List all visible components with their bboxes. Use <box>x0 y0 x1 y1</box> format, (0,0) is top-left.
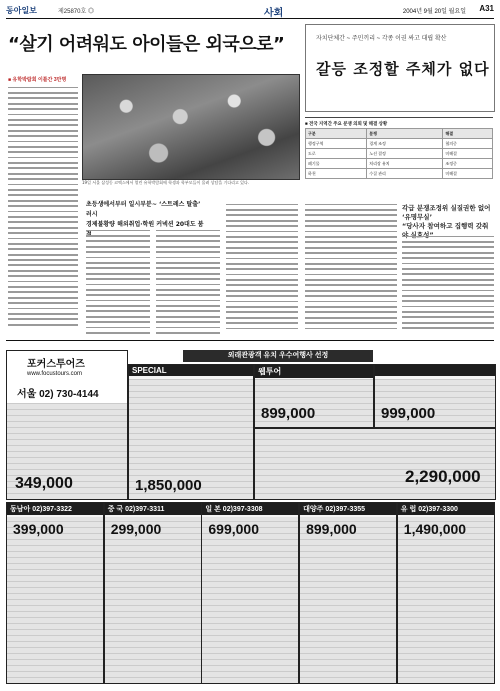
regional-ad-header: 유 럽 02)397-3300 <box>398 503 494 515</box>
ad-banner: 외래관광객 유치 우수여행사 선정 <box>183 350 373 362</box>
ad-europe-package <box>254 428 496 500</box>
sidebar-table-cell: 구분 <box>306 129 367 139</box>
section-title: 사회 <box>264 8 284 19</box>
sidebar-body-column-1 <box>305 200 397 336</box>
ad-middle-package <box>128 364 254 500</box>
regional-ad-header: 중 국 02)397-3311 <box>105 503 201 515</box>
regional-ad-4 <box>397 502 495 684</box>
sidebar-table-row <box>306 169 493 179</box>
sidebar-table-row <box>306 139 493 149</box>
regional-ad-price: 899,000 <box>306 521 357 537</box>
regional-ad-price: 699,000 <box>208 521 259 537</box>
ad-webtour-header: 웹투어 <box>255 365 373 378</box>
sidebar-table-cell: 협의중 <box>443 139 493 149</box>
sidebar-table-cell: 폐기물 <box>306 159 367 169</box>
ad-webtour-1 <box>254 364 374 428</box>
issue-date: 2004년 9월 20일 월요일 <box>402 9 466 15</box>
ad-webtour-price-2: 999,000 <box>381 405 436 422</box>
ad-focustours <box>6 350 128 500</box>
ad-webtour-price-1: 899,000 <box>261 405 316 422</box>
sidebar-table-cell: 하천 <box>306 169 367 179</box>
sidebar-subtitle: 자치단체간 ~ 주민끼리 ~ 각종 이권 싸고 대립 확산 <box>316 36 447 42</box>
ad-divider <box>6 340 494 341</box>
ad-webtour-2 <box>374 364 496 428</box>
focustours-url: www.focustours.com <box>27 371 83 377</box>
photo-caption: 19일 서울 삼성동 코엑스에서 열린 유학박람회에 학생과 학부모들이 몰려 상담을 기다리고 있다. <box>82 180 250 185</box>
ad-europe-price: 2,290,000 <box>405 467 481 486</box>
article-subhead: 초등생에서부터 일시부분~ ‘스트레스 탈출’ 러시 경제불황량 해외취업·학원 커넥션 20대도 붐 <box>86 201 204 228</box>
body-column-3 <box>156 226 220 336</box>
sidebar-table-cell: 처리장 유치 <box>367 159 443 169</box>
issue-number: 제25870호 ◎ <box>58 9 94 15</box>
newspaper-logo: 동아일보 <box>6 6 37 15</box>
sidebar-table-cell: 노선 결정 <box>367 149 443 159</box>
sidebar-table-cell: 경계 조정 <box>367 139 443 149</box>
sidebar-table-row <box>306 149 493 159</box>
focustours-price: 349,000 <box>15 475 73 492</box>
news-photo <box>82 74 300 180</box>
sidebar-story-box <box>305 24 495 112</box>
sidebar-body-column-2 <box>402 232 494 336</box>
sidebar-table-row <box>306 129 493 139</box>
body-column-2 <box>86 226 150 336</box>
regional-ad-price: 399,000 <box>13 521 64 537</box>
sidebar-table-cell: 미해결 <box>443 169 493 179</box>
regional-ad-header: 일 본 02)397-3308 <box>202 503 298 515</box>
ad-middle-header: SPECIAL <box>129 365 253 376</box>
ad-middle-price: 1,850,000 <box>135 477 202 494</box>
masthead <box>6 4 494 19</box>
regional-ad-3 <box>299 502 397 684</box>
article-byline: ■ 유학박람회 이틀간 3만명 <box>8 77 67 83</box>
sidebar-table-cell: 분쟁 <box>367 129 443 139</box>
sidebar-pull-quote: 각급 분쟁조정위 실질권한 없어 ‘유명무실’ “당사자 참여하고 집행력 갖춰 <box>402 204 491 230</box>
regional-ad-header: 동남아 02)397-3322 <box>7 503 103 515</box>
body-column-1 <box>8 76 78 338</box>
regional-ad-1 <box>104 502 202 684</box>
regional-ad-price: 299,000 <box>110 521 162 537</box>
body-column-4 <box>226 200 298 336</box>
sidebar-table-cell: 수질 관리 <box>367 169 443 179</box>
sidebar-table-cell: 행정구역 <box>306 139 367 149</box>
sidebar-table-cell: 조정중 <box>443 159 493 169</box>
sidebar-table-title: ■ 전국 지역간 주요 분쟁 의뢰 및 해결 상황 <box>305 121 388 126</box>
sidebar-table-cell: 미해결 <box>443 149 493 159</box>
regional-ad-price: 1,490,000 <box>403 521 467 537</box>
focustours-logo-text: 포커스투어즈 <box>27 359 85 370</box>
travel-ads-section <box>6 346 494 686</box>
regional-ad-2 <box>201 502 299 684</box>
sidebar-table-cell: 해결 <box>443 129 493 139</box>
focustours-phone: 서울 02) 730-4144 <box>17 389 99 400</box>
sidebar-title: 갈등 조정할 주체가 없다 <box>316 60 490 78</box>
sidebar-table-cell: 도로 <box>306 149 367 159</box>
sidebar-table <box>305 128 493 179</box>
sidebar-table-row <box>306 159 493 169</box>
page-number: A31 <box>479 4 494 13</box>
article-headline: “살기 어려워도 아이들은 외국으로” <box>8 34 285 55</box>
regional-ad-header: 대양주 02)397-3355 <box>300 503 396 515</box>
regional-ad-0 <box>6 502 104 684</box>
